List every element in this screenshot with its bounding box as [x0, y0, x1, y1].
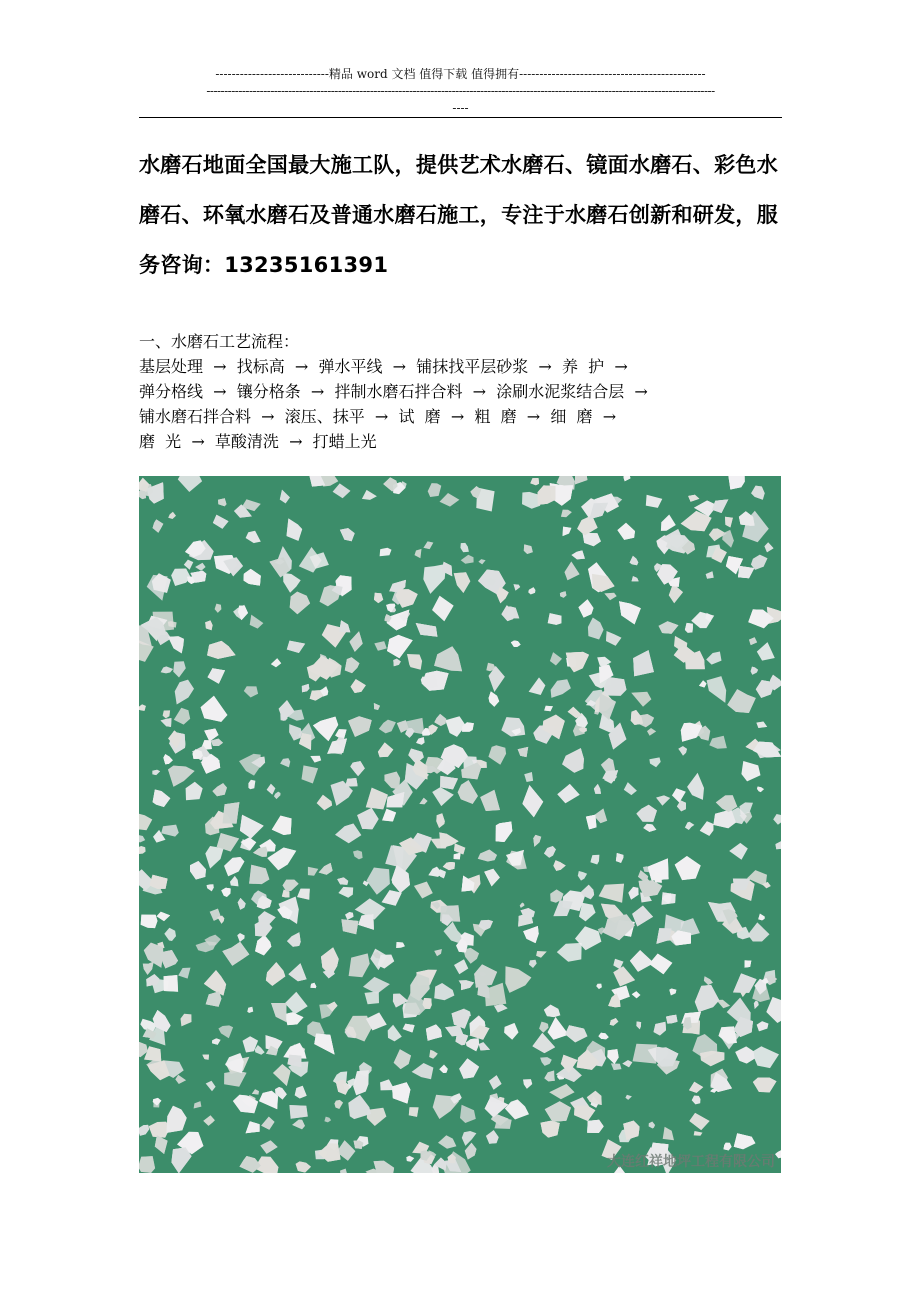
intro-paragraph: 水磨石地面全国最大施工队，提供艺术水磨石、镜面水磨石、彩色水磨石、环氧水磨石及普通水磨石施工，专注于水磨石创新和研发，服务咨询：13235161391	[139, 153, 778, 277]
process-title: 一、水磨石工艺流程：	[139, 332, 300, 351]
process-section	[139, 329, 782, 454]
process-flow-line: 弹分格线 → 镶分格条 → 拌制水磨石拌合料 → 涂刷水泥浆结合层 →	[139, 382, 648, 401]
terrazzo-texture	[139, 476, 781, 1173]
process-flow-line: 磨 光 → 草酸清洗 → 打蜡上光	[139, 432, 377, 451]
process-flow-line: 铺水磨石拌合料 → 滚压、抹平 → 试 磨 → 粗 磨 → 细 磨 →	[139, 407, 617, 426]
page-header	[139, 66, 782, 117]
photo-watermark: 大连红祥地坪工程有限公司	[607, 1154, 775, 1170]
header-rule	[139, 117, 782, 118]
header-line-2: -----------------------------------------------------------------------------------------------------------------------------------------------	[206, 84, 715, 98]
header-line-1: ----------------------------精品 word 文档 值得下载 值得拥有----------------------------------------------	[215, 67, 706, 81]
header-line-3: ----	[452, 101, 469, 115]
terrazzo-photo	[139, 476, 781, 1173]
process-flow-line: 基层处理 → 找标高 → 弹水平线 → 铺抹找平层砂浆 → 养 护 →	[139, 357, 628, 376]
